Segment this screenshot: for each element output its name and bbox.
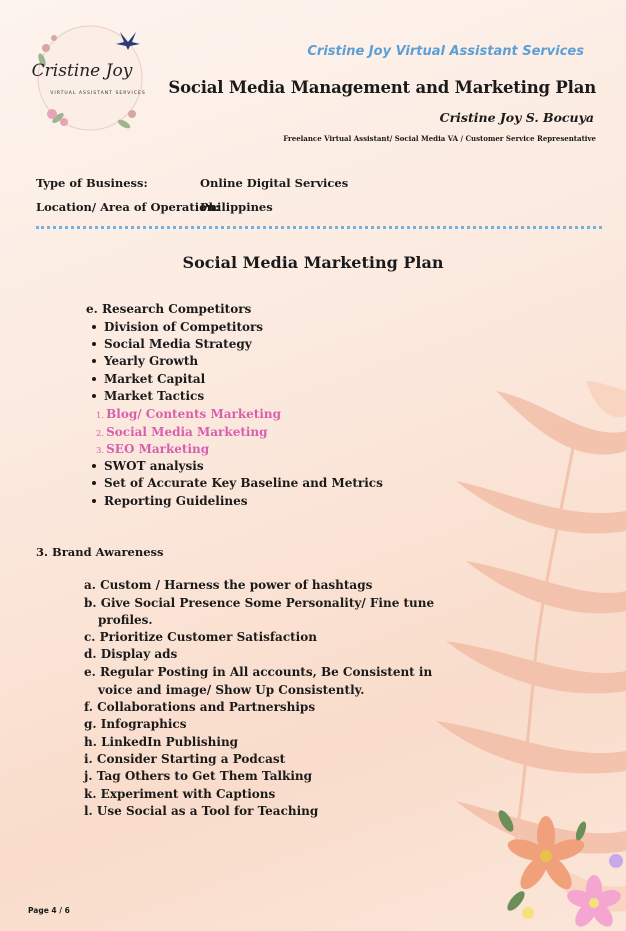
brand-item: h. LinkedIn Publishing xyxy=(84,735,239,749)
bullet-icon xyxy=(92,499,96,503)
list-item: Reporting Guidelines xyxy=(92,494,248,508)
document-title: Social Media Management and Marketing Plan xyxy=(168,78,596,97)
location-label: Location/ Area of Operation: xyxy=(36,200,220,214)
numbered-item: 1. Blog/ Contents Marketing xyxy=(96,407,281,421)
brand-item: voice and image/ Show Up Consistently. xyxy=(98,683,365,697)
numbered-item: 3. SEO Marketing xyxy=(96,442,210,456)
brand-heading: 3. Brand Awareness xyxy=(36,545,164,559)
list-item: Division of Competitors xyxy=(92,320,263,334)
logo xyxy=(28,18,160,136)
bullet-icon xyxy=(92,464,96,468)
page-number: Page 4 / 6 xyxy=(28,906,70,915)
brand-item: f. Collaborations and Partnerships xyxy=(84,700,316,714)
list-item: Market Capital xyxy=(92,372,205,386)
brand-item: l. Use Social as a Tool for Teaching xyxy=(84,804,319,818)
brand-item: g. Infographics xyxy=(84,717,187,731)
decorative-flower xyxy=(486,791,626,931)
list-item: SWOT analysis xyxy=(92,459,204,473)
brand-item: k. Experiment with Captions xyxy=(84,787,276,801)
bullet-icon xyxy=(92,377,96,381)
list-item: Market Tactics xyxy=(92,389,204,403)
bullet-icon xyxy=(92,325,96,329)
author-roles: Freelance Virtual Assistant/ Social Media VA / Customer Service Representative xyxy=(283,134,596,143)
section-title: Social Media Marketing Plan xyxy=(182,253,444,272)
brand-item: profiles. xyxy=(98,613,153,627)
business-type-value: Online Digital Services xyxy=(200,176,349,190)
dotted-divider xyxy=(36,226,602,229)
research-heading: e. Research Competitors xyxy=(86,302,252,316)
svg-text:VIRTUAL ASSISTANT SERVICES: VIRTUAL ASSISTANT SERVICES xyxy=(50,91,146,96)
bullet-icon xyxy=(92,394,96,398)
list-item: Set of Accurate Key Baseline and Metrics xyxy=(92,476,383,490)
numbered-item: 2. Social Media Marketing xyxy=(96,425,268,439)
brand-item: i. Consider Starting a Podcast xyxy=(84,752,286,766)
brand-item: j. Tag Others to Get Them Talking xyxy=(84,769,313,783)
svg-text:Cristine Joy: Cristine Joy xyxy=(31,61,133,81)
brand-item: e. Regular Posting in All accounts, Be Consistent in xyxy=(84,665,433,679)
brand-item: b. Give Social Presence Some Personality/ Fine tune xyxy=(84,596,435,610)
author-name: Cristine Joy S. Bocuya xyxy=(439,110,594,125)
bullet-icon xyxy=(92,359,96,363)
brand-item: a. Custom / Harness the power of hashtags xyxy=(84,578,373,592)
bullet-icon xyxy=(92,481,96,485)
bullet-icon xyxy=(92,342,96,346)
list-item: Social Media Strategy xyxy=(92,337,252,351)
brand-item: c. Prioritize Customer Satisfaction xyxy=(84,630,317,644)
location-value: Philippines xyxy=(200,200,273,214)
company-name: Cristine Joy Virtual Assistant Services xyxy=(307,44,584,59)
list-item: Yearly Growth xyxy=(92,354,198,368)
business-type-label: Type of Business: xyxy=(36,176,148,190)
brand-item: d. Display ads xyxy=(84,647,178,661)
